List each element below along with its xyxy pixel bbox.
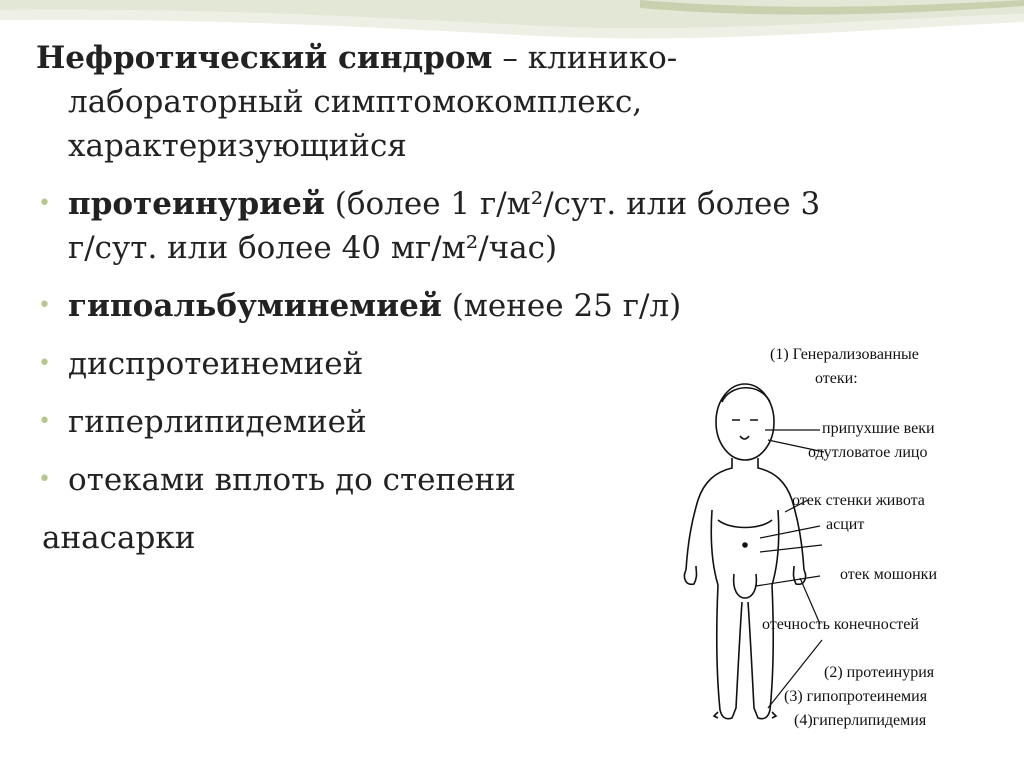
child-edema-illustration <box>660 340 990 740</box>
bullet-bold: гипоальбуминемией <box>68 288 442 324</box>
definition-line-2: лабораторный симптомокомплекс, <box>68 84 643 120</box>
label-puffy-face: одутловатое лицо <box>808 444 928 461</box>
bullet-hypoalbuminemia <box>36 284 916 328</box>
definition-line-3: характеризующийся <box>68 128 407 164</box>
bullet-text: гиперлипидемией <box>68 404 367 440</box>
bullet-text: (более 1 г/м²/сут. или более 3 <box>324 186 821 222</box>
bullet-proteinuria-cont: г/сут. или более 40 мг/м²/час) <box>68 230 558 266</box>
bullet-marker: • <box>38 293 51 318</box>
bullet-text: (менее 25 г/л) <box>441 288 682 324</box>
label-swollen-eyelids: припухшие веки <box>822 420 935 437</box>
label-ascites: асцит <box>826 516 865 533</box>
bullet-marker: • <box>38 351 51 376</box>
edema-tail: анасарки <box>42 520 196 556</box>
label-edema-colon: отеки: <box>815 370 858 387</box>
bullet-text: диспротеинемией <box>68 346 364 382</box>
definition-line-1 <box>36 36 916 80</box>
bullet-marker: • <box>38 191 51 216</box>
definition-rest: – клинико- <box>492 40 678 76</box>
label-abdominal-wall-edema: отек стенки живота <box>792 492 925 509</box>
label-hypoproteinemia: (3) гипопротеинемия <box>784 688 928 705</box>
bullet-text: отеками вплоть до степени <box>68 462 516 498</box>
bullet-marker: • <box>38 409 51 434</box>
bullet-bold: протеинурией <box>68 186 325 222</box>
bullet-proteinuria <box>36 182 916 226</box>
label-generalized-edema: (1) Генерализованные <box>770 346 919 363</box>
bullet-marker: • <box>38 467 51 492</box>
label-limb-edema: отечность конечностей <box>762 616 919 633</box>
label-proteinuria: (2) протеинурия <box>824 664 935 681</box>
term-nephrotic-syndrome: Нефротический синдром <box>36 40 493 76</box>
label-scrotal-edema: отек мошонки <box>840 566 937 583</box>
label-hyperlipidemia: (4)гиперлипидемия <box>794 712 927 729</box>
